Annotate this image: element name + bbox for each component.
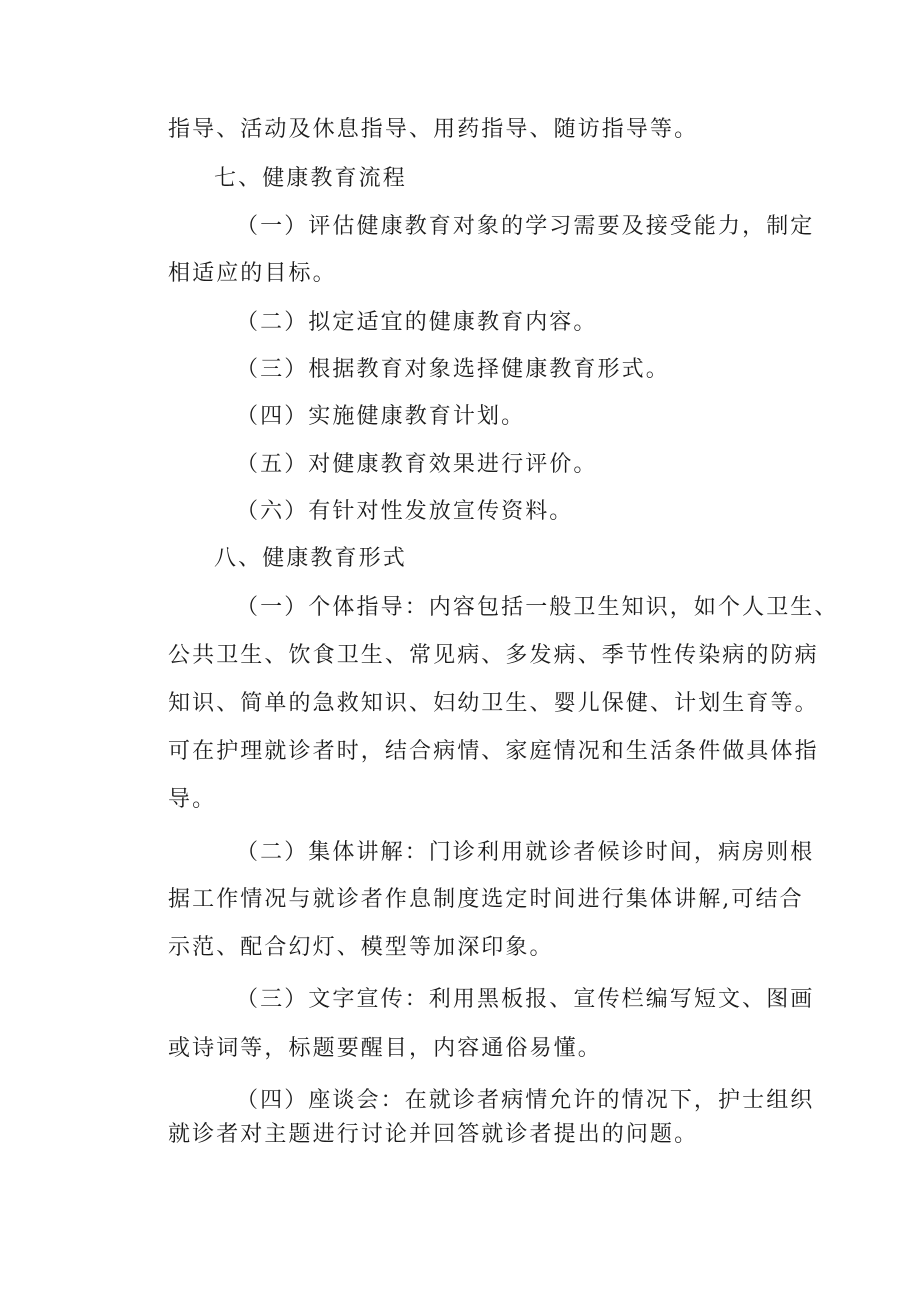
paragraph-line: 知识、简单的急救知识、妇幼卫生、婴儿保健、计划生育等。 <box>168 691 819 716</box>
paragraph-line: （三）文字宣传：利用黑板报、宣传栏编写短文、图画 <box>236 987 815 1012</box>
paragraph-line: 示范、配合幻灯、模型等加深印象。 <box>168 935 554 960</box>
paragraph-line: （四）实施健康教育计划。 <box>236 404 526 429</box>
paragraph-line: 或诗词等，标题要醒目，内容通俗易懂。 <box>168 1036 602 1061</box>
section-heading: 七、健康教育流程 <box>214 166 407 191</box>
paragraph-line: 导。 <box>168 787 217 812</box>
paragraph-line: 就诊者对主题进行讨论并回答就诊者提出的问题。 <box>168 1122 699 1147</box>
paragraph-line: （一）评估健康教育对象的学习需要及接受能力，制定 <box>236 214 815 239</box>
paragraph-line: （二）集体讲解：门诊利用就诊者候诊时间，病房则根 <box>236 840 815 865</box>
paragraph-line: （四）座谈会：在就诊者病情允许的情况下，护士组织 <box>236 1088 815 1113</box>
paragraph-line: （二）拟定适宜的健康教育内容。 <box>236 310 598 335</box>
section-heading: 八、健康教育形式 <box>214 546 407 571</box>
paragraph-line: 可在护理就诊者时，结合病情、家庭情况和生活条件做具体指 <box>168 739 819 764</box>
paragraph-line: （三）根据教育对象选择健康教育形式。 <box>236 357 670 382</box>
paragraph-line: 据工作情况与就诊者作息制度选定时间进行集体讲解,可结合 <box>168 887 804 912</box>
paragraph-line: 相适应的目标。 <box>168 261 337 286</box>
paragraph-line: （一）个体指导：内容包括一般卫生知识，如个人卫生、 <box>236 595 839 620</box>
paragraph-line: 指导、活动及休息指导、用药指导、随访指导等。 <box>168 117 699 142</box>
paragraph-line: （六）有针对性发放宣传资料。 <box>236 499 574 524</box>
paragraph-line: 公共卫生、饮食卫生、常见病、多发病、季节性传染病的防病 <box>168 643 819 668</box>
paragraph-line: （五）对健康教育效果进行评价。 <box>236 452 598 477</box>
